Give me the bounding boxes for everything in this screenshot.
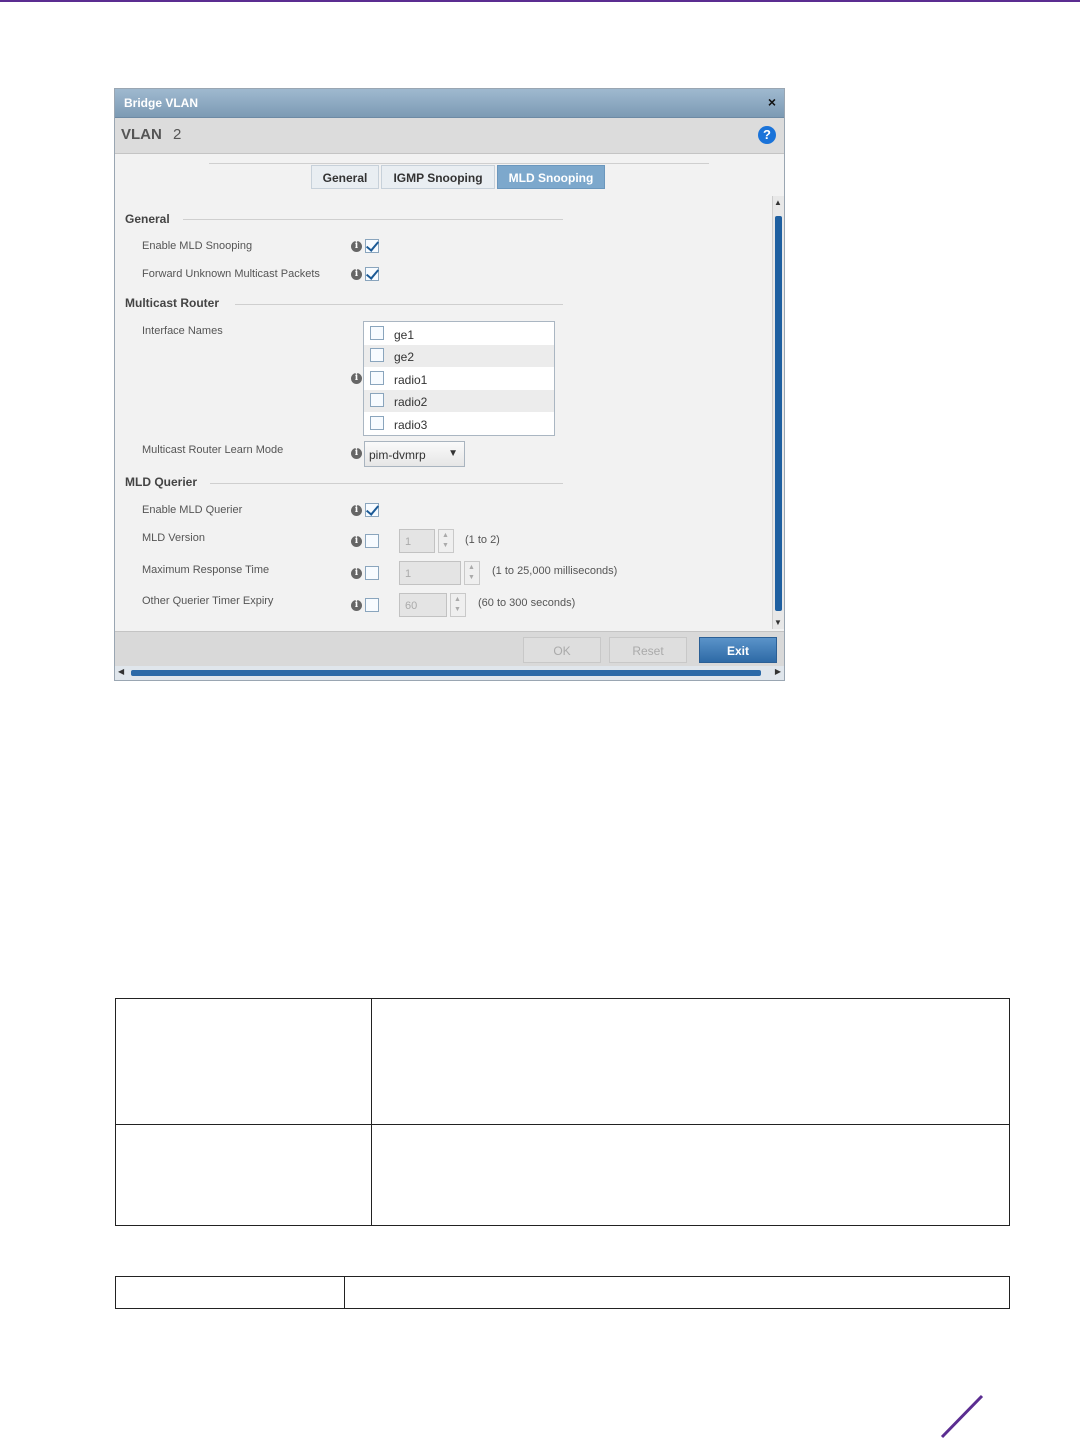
help-icon[interactable]: ? [758, 126, 776, 144]
max-response-range: (1 to 25,000 milliseconds) [492, 565, 618, 577]
interface-name: radio2 [394, 395, 428, 409]
description-table [115, 998, 1010, 1226]
exit-button[interactable]: Exit [699, 637, 777, 663]
list-item[interactable] [364, 413, 554, 435]
enable-mld-snooping-label: Enable MLD Snooping [142, 240, 253, 252]
list-item[interactable] [364, 390, 554, 412]
enable-mld-querier-checkbox[interactable] [365, 503, 379, 517]
close-icon[interactable]: × [767, 94, 776, 110]
max-response-checkbox[interactable] [365, 566, 379, 580]
scroll-arrow-icon[interactable]: ▲ [774, 198, 782, 207]
interface-checkbox[interactable] [370, 393, 384, 407]
section-divider [183, 219, 563, 220]
list-item[interactable] [364, 368, 554, 390]
other-querier-range: (60 to 300 seconds) [478, 597, 576, 609]
spinner-icon[interactable]: ▲ ▼ [464, 561, 480, 585]
learn-mode-select[interactable] [364, 441, 465, 467]
list-item[interactable] [364, 323, 554, 345]
spinner-icon[interactable]: ▲ ▼ [450, 593, 466, 617]
section-mld-querier: MLD Querier [125, 475, 198, 489]
info-icon: i [351, 600, 362, 611]
interface-names-label: Interface Names [142, 325, 223, 337]
section-divider [235, 304, 563, 305]
max-response-input[interactable] [399, 561, 461, 585]
vertical-scrollbar[interactable] [772, 196, 785, 629]
info-icon: i [351, 568, 362, 579]
vlan-header [115, 118, 784, 154]
other-querier-checkbox[interactable] [365, 598, 379, 612]
mld-version-input[interactable] [399, 529, 435, 553]
tab-general[interactable]: General [311, 165, 379, 189]
table-row-divider [116, 1124, 1009, 1125]
section-divider [210, 483, 563, 484]
mld-version-checkbox[interactable] [365, 534, 379, 548]
dialog-title: Bridge VLAN [124, 96, 199, 110]
other-querier-input[interactable] [399, 593, 447, 617]
interface-names-list[interactable] [363, 321, 555, 436]
scroll-arrow-icon[interactable]: ◀ [118, 667, 125, 676]
brand-slash-mark [938, 1393, 988, 1441]
scroll-thumb[interactable] [131, 670, 761, 676]
table-divider [344, 1277, 345, 1308]
forward-unknown-label: Forward Unknown Multicast Packets [142, 268, 320, 280]
dropdown-arrow-icon: ▼ [448, 448, 458, 459]
forward-unknown-checkbox[interactable] [365, 267, 379, 281]
enable-mld-snooping-checkbox[interactable] [365, 239, 379, 253]
vlan-number: 2 [173, 126, 182, 143]
section-general: General [125, 212, 170, 226]
interface-checkbox[interactable] [370, 348, 384, 362]
learn-mode-value: pim-dvmrp [369, 448, 426, 462]
ok-button[interactable]: OK [523, 637, 601, 663]
learn-mode-label: Multicast Router Learn Mode [142, 444, 284, 456]
max-response-value: 1 [405, 568, 412, 580]
interface-name: radio1 [394, 373, 428, 387]
interface-name: ge2 [394, 350, 415, 364]
interface-checkbox[interactable] [370, 371, 384, 385]
dialog-titlebar [115, 89, 784, 118]
interface-checkbox[interactable] [370, 416, 384, 430]
info-icon: i [351, 505, 362, 516]
mld-version-label: MLD Version [142, 532, 205, 544]
table-divider [371, 999, 372, 1225]
interface-name: radio3 [394, 418, 428, 432]
info-icon: i [351, 241, 362, 252]
spinner-icon[interactable]: ▲ ▼ [438, 529, 454, 553]
info-icon: i [351, 373, 362, 384]
mld-version-range: (1 to 2) [465, 534, 500, 546]
info-icon: i [351, 269, 362, 280]
info-icon: i [351, 448, 362, 459]
scroll-thumb[interactable] [775, 216, 782, 611]
tabs-divider [209, 163, 709, 164]
bridge-vlan-dialog [114, 88, 785, 681]
scroll-arrow-icon[interactable]: ▶ [774, 667, 781, 676]
horizontal-scrollbar[interactable] [115, 666, 784, 680]
list-item[interactable] [364, 345, 554, 367]
top-accent-line [0, 0, 1080, 2]
scroll-arrow-icon[interactable]: ▼ [774, 618, 782, 627]
description-table [115, 1276, 1010, 1309]
section-multicast-router: Multicast Router [125, 296, 220, 310]
interface-name: ge1 [394, 328, 415, 342]
tab-igmp-snooping[interactable]: IGMP Snooping [381, 165, 495, 189]
other-querier-label: Other Querier Timer Expiry [142, 595, 274, 607]
max-response-label: Maximum Response Time [142, 564, 270, 576]
interface-checkbox[interactable] [370, 326, 384, 340]
enable-mld-querier-label: Enable MLD Querier [142, 504, 243, 516]
other-querier-value: 60 [405, 600, 418, 612]
mld-version-value: 1 [405, 536, 412, 548]
tab-mld-snooping[interactable]: MLD Snooping [497, 165, 605, 189]
dialog-footer [115, 631, 784, 667]
vlan-label: VLAN [121, 126, 162, 143]
reset-button[interactable]: Reset [609, 637, 687, 663]
info-icon: i [351, 536, 362, 547]
